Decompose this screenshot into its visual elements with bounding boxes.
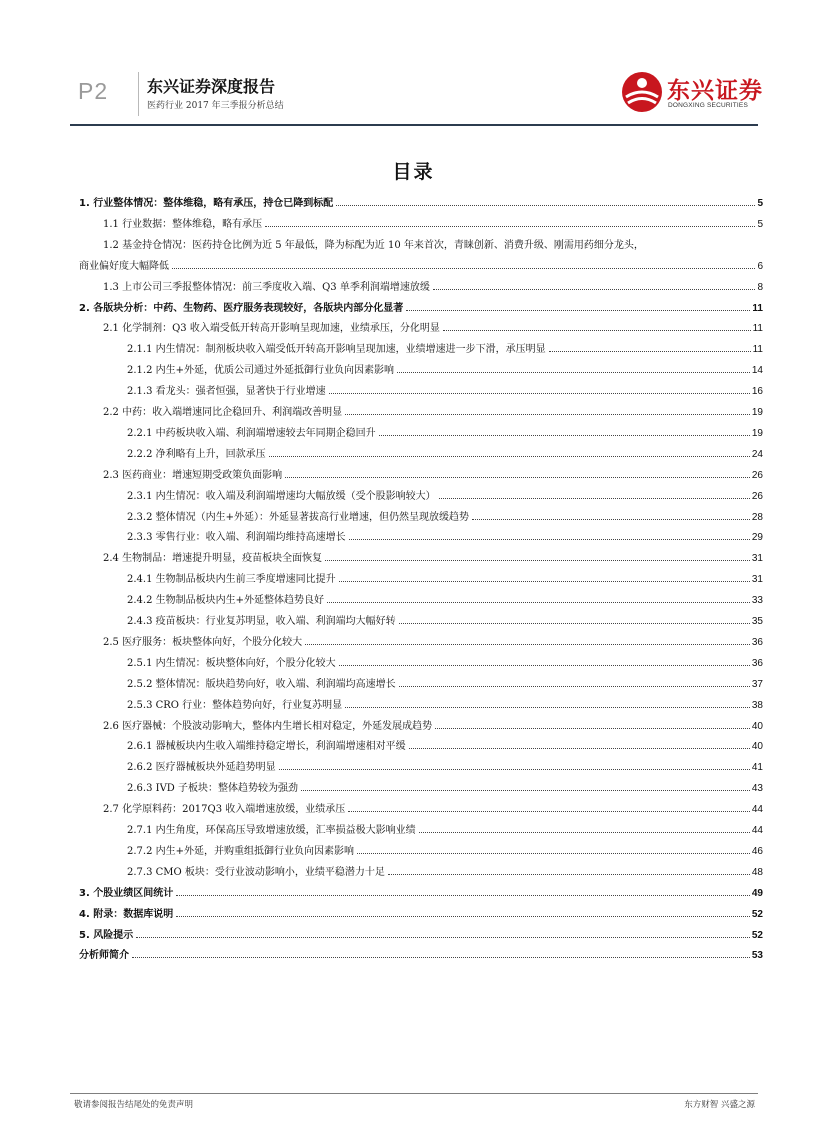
toc-dot-leader (329, 393, 750, 394)
toc-dot-leader (433, 289, 756, 290)
toc-entry[interactable] (79, 908, 763, 922)
toc-entry-text: 1.1 行业数据：整体维稳，略有承压 (103, 218, 263, 230)
report-title: 东兴证券深度报告 (147, 77, 276, 96)
toc-entry[interactable] (103, 406, 763, 420)
toc-page-number: 41 (751, 762, 763, 774)
toc-page-number: 40 (751, 741, 763, 753)
toc-entry[interactable] (103, 636, 763, 650)
toc-page-number: 53 (751, 950, 763, 962)
toc-dot-leader (439, 498, 750, 499)
toc-entry[interactable] (127, 531, 763, 545)
toc-entry[interactable] (127, 678, 763, 692)
toc-dot-leader (345, 707, 750, 708)
toc-entry-text: 2.6.2 医疗器械板块外延趋势明显 (127, 762, 276, 774)
toc-entry[interactable] (103, 552, 763, 566)
toc-dot-leader (172, 268, 755, 269)
toc-entry-text: 2.5.2 整体情况：版块趋势向好，收入端、利润端均高速增长 (127, 678, 396, 690)
toc-entry-text: 2.1 化学制剂：Q3 收入端受低开转高开影响呈现加速，业绩承压，分化明显 (103, 323, 440, 335)
toc-entry-text: 2.7.3 CMO 板块：受行业波动影响小，业绩平稳潜力十足 (127, 866, 385, 878)
toc-entry[interactable] (79, 949, 763, 963)
toc-entry-text: 2. 各版块分析：中药、生物药、医疗服务表现较好，各版块内部分化显著 (79, 302, 404, 314)
toc-entry[interactable] (127, 448, 763, 462)
toc-dot-leader (406, 310, 750, 311)
toc-page-number: 14 (751, 365, 763, 377)
toc-entry[interactable] (127, 490, 763, 504)
toc-page-number: 5 (757, 198, 763, 209)
toc-dot-leader (336, 205, 755, 206)
report-subtitle: 医药行业 2017 年三季报分析总结 (147, 101, 284, 111)
toc-page-number: 26 (751, 469, 763, 481)
toc-entry-text: 1.3 上市公司三季报整体情况：前三季度收入端、Q3 单季利润端增速放缓 (103, 281, 430, 293)
toc-dot-leader (357, 853, 750, 854)
toc-entry[interactable] (79, 929, 763, 943)
footer-rule (70, 1093, 758, 1094)
logo-name-cn: 东兴证券 (667, 78, 763, 104)
toc-entry[interactable] (79, 887, 763, 901)
toc-dot-leader (348, 811, 750, 812)
toc-entry[interactable] (103, 281, 763, 295)
toc-entry-text: 2.1.3 看龙头：强者恒强，显著快于行业增速 (127, 386, 326, 398)
toc-title: 目录 (392, 161, 435, 183)
toc-dot-leader (443, 330, 751, 331)
toc-entry[interactable] (103, 803, 763, 817)
toc-entry-text: 2.1.2 内生+外延，优质公司通过外延抵御行业负向因素影响 (127, 365, 395, 377)
toc-dot-leader (399, 686, 750, 687)
toc-page-number: 44 (751, 804, 763, 816)
toc-entry-text: 商业偏好度大幅降低 (79, 260, 169, 272)
toc-entry-text: 2.6.3 IVD 子板块：整体趋势较为强劲 (127, 783, 298, 795)
toc-dot-leader (176, 895, 750, 896)
toc-page-number: 11 (752, 302, 763, 314)
toc-page-number: 33 (751, 595, 763, 607)
toc-entry[interactable] (127, 511, 763, 525)
toc-page-number: 35 (751, 616, 763, 627)
toc-entry[interactable] (127, 699, 763, 713)
toc-page-number: 11 (752, 323, 763, 335)
toc-entry[interactable] (127, 594, 763, 608)
toc-page-number: 19 (751, 427, 763, 439)
toc-entry-text: 2.4 生物制品：增速提升明显，疫苗板块全面恢复 (103, 553, 323, 565)
toc-entry[interactable] (127, 866, 763, 880)
toc-page-number: 38 (751, 699, 763, 711)
toc-entry[interactable] (127, 824, 763, 838)
toc-dot-leader (409, 748, 750, 749)
toc-entry-text: 2.6.1 器械板块内生收入端维持稳定增长，利润端增速相对平缓 (127, 741, 406, 753)
page-number: P2 (78, 78, 109, 104)
toc-page-number: 31 (751, 553, 763, 565)
toc-page-number: 11 (752, 344, 763, 356)
toc-page-number: 24 (751, 448, 763, 460)
toc-entry-text: 2.3.3 零售行业：收入端、利润端均维持高速增长 (127, 532, 346, 544)
toc-entry[interactable] (127, 761, 763, 775)
toc-dot-leader (549, 351, 751, 352)
toc-entry-text: 2.3.2 整体情况（内生+外延）：外延显著拔高行业增速，但仍然呈现放缓趋势 (127, 511, 470, 523)
toc-page-number: 52 (751, 908, 763, 920)
toc-dot-leader (339, 665, 750, 666)
toc-page-number: 52 (751, 929, 763, 941)
toc-entry-text: 2.3 医药商业：增速短期受政策负面影响 (103, 469, 283, 481)
toc-dot-leader (379, 435, 750, 436)
toc-dot-leader (285, 477, 750, 478)
toc-entry[interactable] (79, 302, 763, 316)
toc-entry-text: 4. 附录：数据库说明 (79, 908, 174, 920)
toc-entry-text: 2.4.1 生物制品板块内生前三季度增速同比提升 (127, 574, 336, 586)
toc-entry-text: 2.3.1 内生情况：收入端及利润端增速均大幅放缓（受个股影响较大） (127, 490, 436, 502)
toc-entry-text: 2.5 医疗服务：板块整体向好，个股分化较大 (103, 636, 303, 648)
toc-entry[interactable] (103, 469, 763, 483)
toc-entry-text: 2.5.1 内生情况：板块整体向好，个股分化较大 (127, 657, 336, 669)
toc-page-number: 40 (751, 720, 763, 732)
toc-dot-leader (279, 769, 750, 770)
toc-entry-text: 2.7.1 内生角度，环保高压导致增速放缓，汇率损益极大影响业绩 (127, 825, 416, 836)
toc-entry[interactable] (127, 343, 763, 357)
toc-entry[interactable] (127, 385, 763, 399)
footer-disclaimer: 敬请参阅报告结尾处的免责声明 (74, 1100, 194, 1110)
toc-dot-leader (339, 581, 750, 582)
toc-dot-leader (388, 874, 750, 875)
toc-page-number: 28 (751, 511, 763, 523)
toc-page-number: 6 (757, 260, 763, 272)
toc-dot-leader (345, 414, 750, 415)
toc-entry[interactable] (127, 427, 763, 441)
toc-page-number: 43 (751, 783, 763, 795)
toc-page-number: 16 (751, 386, 763, 398)
toc-entry[interactable] (127, 615, 763, 629)
toc-page-number: 29 (751, 532, 763, 544)
toc-dot-leader (419, 832, 750, 833)
toc-page-number: 36 (751, 657, 763, 669)
toc-dot-leader (305, 644, 750, 645)
toc-page-number: 46 (751, 845, 763, 857)
toc-entry-text: 2.2.2 净利略有上升，回款承压 (127, 448, 266, 460)
toc-entry-text: 2.4.2 生物制品板块内生+外延整体趋势良好 (127, 595, 325, 607)
logo-name-en: DONGXING SECURITIES (668, 102, 749, 109)
toc-entry[interactable] (127, 782, 763, 796)
toc-dot-leader (349, 539, 750, 540)
toc-dot-leader (435, 728, 750, 729)
toc-entry[interactable] (127, 740, 763, 754)
toc-page-number: 31 (751, 574, 763, 586)
toc-dot-leader (136, 937, 750, 938)
toc-entry-text: 2.1.1 内生情况：制剂板块收入端受低开转高开影响呈现加速，业绩增速进一步下滑，承压明显 (127, 344, 546, 356)
toc-page-number: 26 (751, 490, 763, 502)
toc-entry[interactable] (79, 260, 763, 274)
toc-entry-text: 2.7.2 内生+外延，并购重组抵御行业负向因素影响 (127, 845, 355, 857)
toc-entry-text: 2.7 化学原料药：2017Q3 收入端增速放缓，业绩承压 (103, 804, 346, 816)
toc-page-number: 5 (757, 218, 763, 230)
toc-entry-text: 2.2 中药：收入端增速同比企稳回升、利润端改善明显 (103, 407, 343, 418)
toc-entry[interactable] (103, 218, 763, 232)
toc-dot-leader (327, 602, 750, 603)
toc-entry[interactable] (103, 720, 763, 734)
toc-page-number: 36 (751, 636, 763, 648)
toc-page-number: 19 (751, 407, 763, 418)
toc-dot-leader (301, 790, 750, 791)
toc-page-number: 49 (751, 887, 763, 899)
toc-entry[interactable] (103, 322, 763, 336)
footer-slogan: 东方财智 兴盛之源 (684, 1100, 755, 1110)
toc-entry-text: 1. 行业整体情况：整体维稳，略有承压，持仓已降到标配 (79, 198, 334, 209)
toc-entry-text: 2.5.3 CRO 行业：整体趋势向好，行业复苏明显 (127, 699, 343, 711)
toc-entry[interactable] (127, 657, 763, 671)
toc-dot-leader (399, 623, 750, 624)
toc-entry[interactable] (127, 845, 763, 859)
toc-entry-text: 1.2 基金持仓情况：医药持仓比例为近 5 年最低，降为标配为近 10 年来首次，青睐创新、消费升级、刚需用药细分龙头， (103, 239, 644, 251)
toc-entry-text: 3. 个股业绩区间统计 (79, 887, 174, 899)
toc-dot-leader (132, 957, 750, 958)
toc-entry-text: 分析师简介 (79, 950, 129, 962)
toc-entry[interactable] (127, 364, 763, 378)
toc-page-number: 37 (751, 678, 763, 690)
toc-dot-leader (397, 372, 750, 373)
toc-page-number: 44 (751, 825, 763, 836)
toc-page-number: 48 (751, 866, 763, 878)
toc-entry-text: 2.6 医疗器械：个股波动影响大，整体内生增长相对稳定，外延发展成趋势 (103, 720, 433, 732)
toc-entry-text: 2.4.3 疫苗板块：行业复苏明显，收入端、利润端均大幅好转 (127, 616, 396, 627)
toc-page-number: 8 (757, 281, 763, 293)
toc-dot-leader (269, 456, 750, 457)
toc-dot-leader (176, 916, 750, 917)
toc-dot-leader (265, 226, 755, 227)
toc-entry-text: 5. 风险提示 (79, 929, 134, 941)
toc-entry[interactable] (79, 197, 763, 211)
toc-entry-text: 2.2.1 中药板块收入端、利润端增速较去年同期企稳回升 (127, 427, 376, 439)
toc-dot-leader (472, 519, 750, 520)
toc-dot-leader (325, 560, 750, 561)
toc-entry[interactable] (127, 573, 763, 587)
